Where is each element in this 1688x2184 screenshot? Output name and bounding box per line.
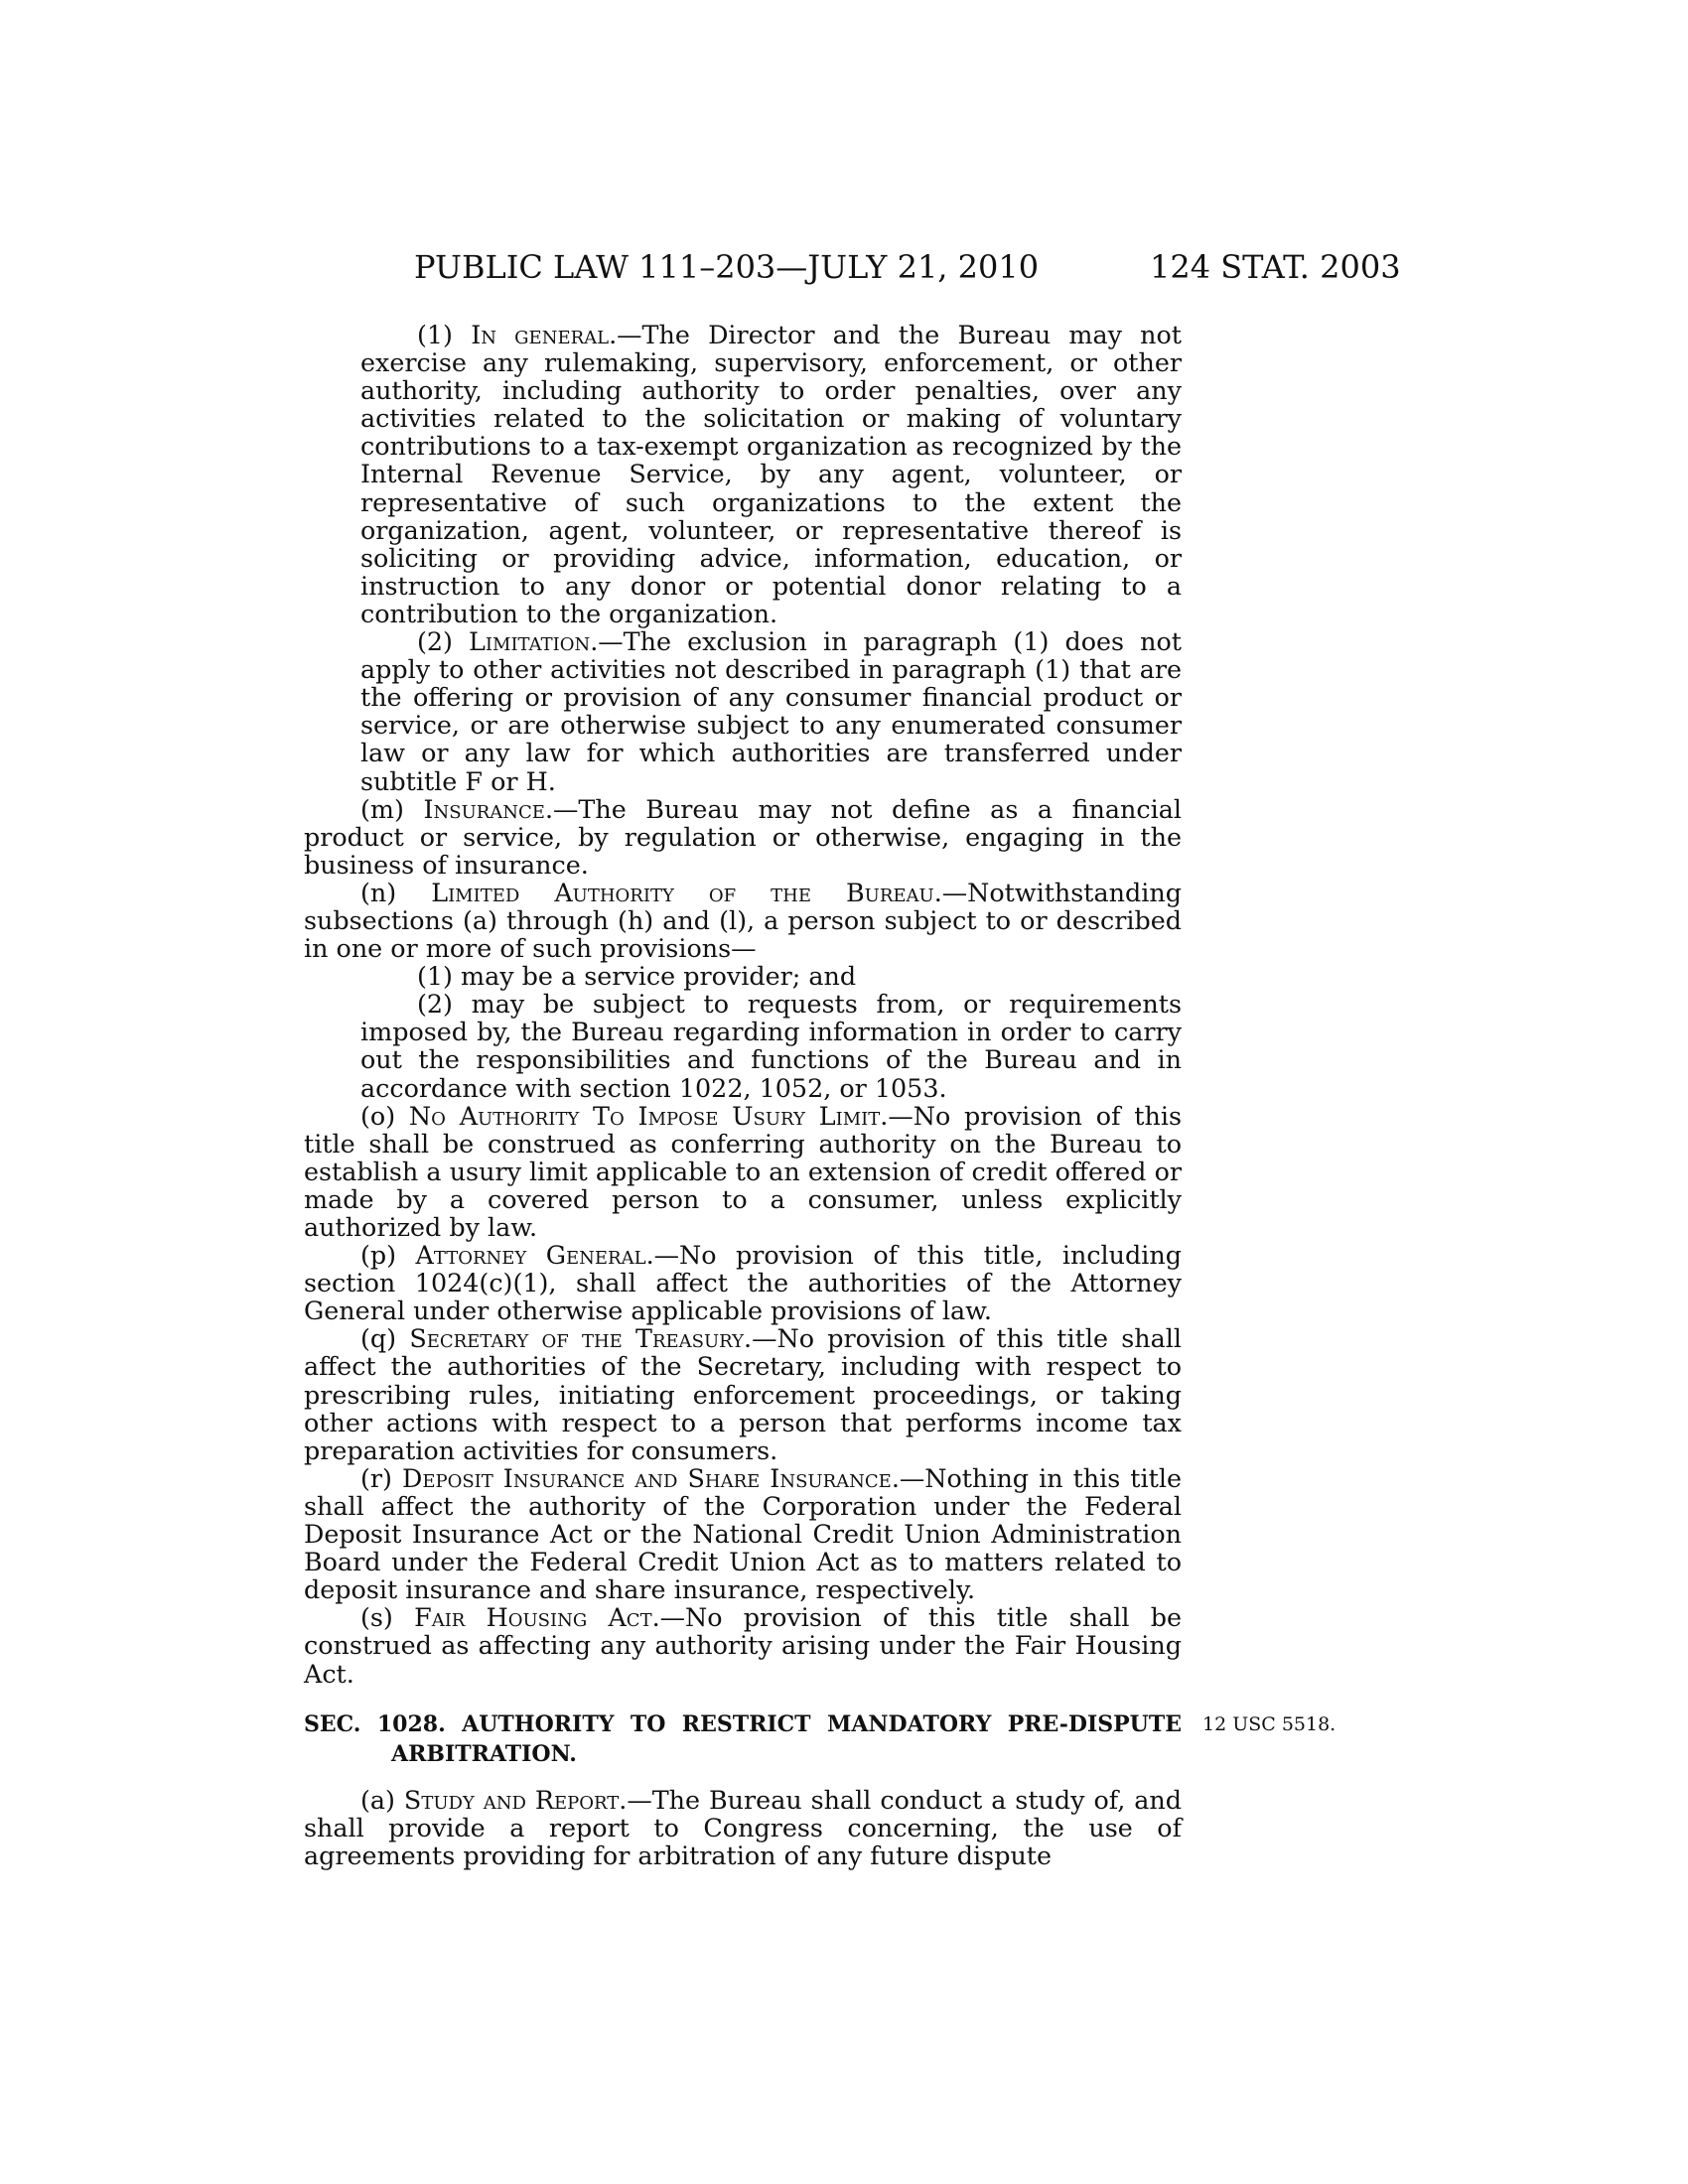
margin-note: 12 USC 5518. bbox=[1202, 1712, 1336, 1735]
subsection-heading: Limited Authority of the Bureau bbox=[431, 877, 934, 907]
subsection-heading: Secretary of the Treasury bbox=[409, 1323, 745, 1354]
subsection-heading: Study and Report bbox=[403, 1784, 620, 1815]
paragraph-n-1: (1) may be a service provider; and bbox=[417, 961, 857, 992]
subsection-heading: Insurance bbox=[423, 793, 545, 824]
page-number: 124 STAT. 2003 bbox=[1150, 248, 1401, 286]
subsection-q-secretary-treasury: (q) Secretary of the Treasury.—No provision of this title shall affect the authorities of the Secretary, including with respect to prescribing rules, initiating enforcement proceedings, or taking other actions with respect to a person that performs income tax preparation activities for consumers. bbox=[304, 1323, 1182, 1465]
paragraph-1-in-general: (1) In general.—The Director and the Bureau may not exercise any rulemaking, supervisory, enforcement, or other authority, including authority to order penalties, over any activities related to the solicitation or making of voluntary contributions to a tax-exempt organization as recognized by the Internal Revenue Service, by any agent, volunteer, or representative of such organizations to the extent the organization, agent, volunteer, or representative thereof is soliciting or providing advice, information, education, or instruction to any donor or potential donor relating to a contribution to the organization. bbox=[360, 320, 1182, 628]
subsection-o-usury-limit: (o) No Authority To Impose Usury Limit.—No provision of this title shall be construed as conferring authority on the Bureau to establish a usury limit applicable to an extension of credit offered or made by a covered person to a consumer, unless explicitly authorized by law. bbox=[304, 1100, 1183, 1242]
subsection-m-insurance: (m) Insurance.—The Bureau may not define as a financial product or service, by regulation or otherwise, engaging in the business of insurance. bbox=[304, 793, 1182, 880]
subsection-heading: Deposit Insurance and Share Insurance bbox=[401, 1462, 892, 1493]
paragraph-heading: In general bbox=[471, 320, 610, 349]
subsection-heading: No Authority To Impose Usury Limit bbox=[408, 1100, 881, 1131]
running-header-left: PUBLIC LAW 111–203—JULY 21, 2010 bbox=[414, 248, 1040, 286]
section-title: SEC. 1028. AUTHORITY TO RESTRICT MANDATORY PRE-DISPUTE ARBITRATION. bbox=[304, 1710, 1182, 1767]
subsection-p-attorney-general: (p) Attorney General.—No provision of this title, including section 1024(c)(1), shall affect the authorities of the Attorney General under otherwise applicable provisions of law. bbox=[304, 1240, 1182, 1326]
subsection-r-deposit-insurance: (r) Deposit Insurance and Share Insurance.—Nothing in this title shall affect the authority of the Corporation under the Federal Deposit Insurance Act or the National Credit Union Administration Board under the Federal Credit Union Act as to matters related to deposit insurance and share insurance, respectively. bbox=[304, 1462, 1182, 1605]
section-heading bbox=[304, 1709, 1336, 1769]
paragraph-2-limitation: (2) Limitation.—The exclusion in paragraph (1) does not apply to other activities not described in paragraph (1) that are the offering or provision of any consumer financial product or service, or are otherwise subject to any enumerated consumer law or any law for which authorities are transferred under subtitle F or H. bbox=[360, 626, 1182, 796]
subsection-heading: Attorney General bbox=[415, 1240, 646, 1271]
subsection-heading: Fair Housing Act bbox=[414, 1602, 652, 1633]
paragraph-n-2: (2) may be subject to requests from, or requirements imposed by, the Bureau regarding information in order to carry out the responsibilities and functions of the Bureau and in accordance with section 1022, 1052, or 1053. bbox=[360, 989, 1182, 1103]
document-body bbox=[304, 320, 1336, 1870]
subsection-n-limited-authority: (n) Limited Authority of the Bureau.—Notwithstanding subsections (a) through (h) and (l), a person subject to or described in one or more of such provisions— bbox=[304, 877, 1182, 964]
paragraph-heading: Limitation bbox=[469, 626, 591, 657]
subsection-a-study-and-report: (a) Study and Report.—The Bureau shall conduct a study of, and shall provide a report to Congress concerning, the use of agreements providing for arbitration of any future dispute bbox=[304, 1784, 1182, 1870]
subsection-s-fair-housing: (s) Fair Housing Act.—No provision of this title shall be construed as affecting any authority arising under the Fair Housing Act. bbox=[304, 1602, 1182, 1689]
